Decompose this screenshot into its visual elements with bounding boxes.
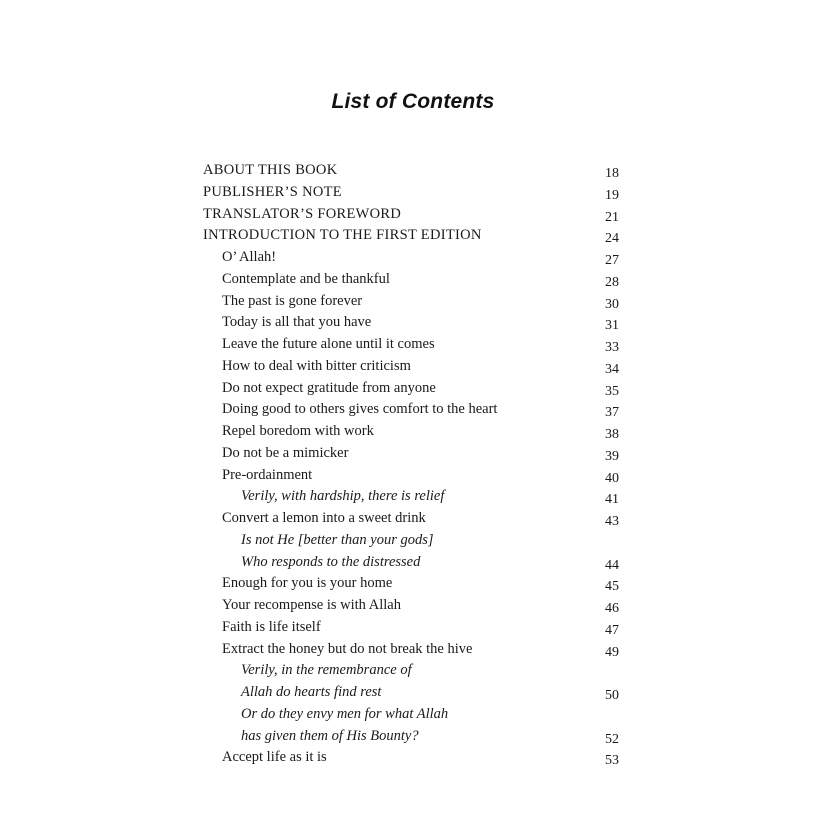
toc-entry-title: Leave the future alone until it comes xyxy=(222,336,435,352)
toc-entry xyxy=(203,747,623,769)
toc-entry-page-number: 38 xyxy=(605,427,619,442)
toc-entry xyxy=(203,573,623,595)
toc-entry-title: PUBLISHER’S NOTE xyxy=(203,183,342,200)
toc-entry-page-number: 49 xyxy=(605,644,619,660)
toc-entry xyxy=(203,247,623,269)
toc-entry xyxy=(203,291,623,313)
toc-entry-page-number: 28 xyxy=(605,274,619,290)
toc-entry xyxy=(203,530,623,552)
toc-entry xyxy=(203,269,623,291)
toc-entry-title: Extract the honey but do not break the hive xyxy=(222,640,473,657)
toc-entry xyxy=(203,465,623,487)
toc-entry-page-number: 39 xyxy=(605,448,619,464)
toc-entry-page-number: 52 xyxy=(605,731,619,747)
toc-entry-page-number: 47 xyxy=(605,622,619,638)
toc-entry-title: The past is gone forever xyxy=(222,292,363,309)
toc-entry-page-number: 40 xyxy=(605,470,619,486)
toc-entry-page-number: 18 xyxy=(605,166,619,181)
toc-entry xyxy=(203,704,623,726)
toc-entry-page-number: 30 xyxy=(605,296,619,312)
toc-entry-title: Faith is life itself xyxy=(222,618,321,635)
toc-entry-title: Do not expect gratitude from anyone xyxy=(222,379,436,396)
toc-entry xyxy=(203,595,623,617)
toc-entry-title: Accept life as it is xyxy=(222,749,327,766)
toc-entry xyxy=(203,639,623,661)
toc-entry xyxy=(203,508,623,530)
toc-entry xyxy=(203,617,623,639)
toc-entry-page-number: 24 xyxy=(605,231,619,247)
toc-entry-title: TRANSLATOR’S FOREWORD xyxy=(203,205,402,222)
toc-entry-title: Repel boredom with work xyxy=(222,423,374,439)
toc-entry-title: How to deal with bitter criticism xyxy=(222,357,411,374)
toc-entry-page-number: 45 xyxy=(605,579,619,595)
toc-entry-page-number: 53 xyxy=(605,753,619,769)
toc-entry-title: O’ Allah! xyxy=(222,249,277,265)
toc-entry-title: Your recompense is with Allah xyxy=(222,597,401,613)
toc-entry-title: Doing good to others gives comfort to the heart xyxy=(222,401,498,418)
toc-entry xyxy=(203,225,623,247)
toc-entry-title: Pre-ordainment xyxy=(222,466,313,483)
table-of-contents xyxy=(203,160,623,769)
toc-entry-page-number: 21 xyxy=(605,209,619,225)
toc-entry-title: Today is all that you have xyxy=(222,314,372,331)
toc-entry xyxy=(203,486,623,508)
toc-entry-page-number: 41 xyxy=(605,492,619,508)
toc-entry-title: Do not be a mimicker xyxy=(222,444,349,461)
toc-entry-title: ABOUT THIS BOOK xyxy=(203,162,338,178)
toc-entry-title: INTRODUCTION TO THE FIRST EDITION xyxy=(203,227,482,244)
toc-entry xyxy=(203,334,623,356)
toc-entry-title: Enough for you is your home xyxy=(222,575,393,592)
toc-entry-page-number: 50 xyxy=(605,688,619,703)
toc-entry-title: Convert a lemon into a sweet drink xyxy=(222,510,426,526)
toc-entry-page-number: 44 xyxy=(605,557,619,573)
toc-entry-page-number: 43 xyxy=(605,514,619,529)
toc-entry xyxy=(203,399,623,421)
toc-entry-title: Verily, with hardship, there is relief xyxy=(241,488,445,505)
toc-entry xyxy=(203,312,623,334)
toc-entry-page-number: 19 xyxy=(605,187,619,203)
toc-entry-title: Allah do hearts find rest xyxy=(241,684,382,700)
toc-entry-title: Who responds to the distressed xyxy=(241,553,421,570)
toc-entry-page-number: 27 xyxy=(605,253,619,268)
toc-entry xyxy=(203,378,623,400)
toc-entry xyxy=(203,660,623,682)
toc-entry xyxy=(203,160,623,182)
toc-entry-title: Verily, in the remembrance of xyxy=(241,662,412,679)
page-title: List of Contents xyxy=(331,90,495,113)
toc-entry xyxy=(203,726,623,748)
toc-entry xyxy=(203,182,623,204)
toc-entry-title: Contemplate and be thankful xyxy=(222,270,390,287)
toc-entry xyxy=(203,682,623,704)
toc-entry-title: Is not He [better than your gods] xyxy=(241,531,434,548)
toc-entry xyxy=(203,552,623,574)
toc-entry-title: has given them of His Bounty? xyxy=(241,727,419,744)
toc-entry-page-number: 46 xyxy=(605,601,619,616)
toc-entry-page-number: 31 xyxy=(605,318,619,334)
toc-entry-page-number: 37 xyxy=(605,405,619,421)
toc-entry xyxy=(203,356,623,378)
toc-entry-page-number: 34 xyxy=(605,361,619,377)
toc-entry xyxy=(203,443,623,465)
toc-entry-page-number: 35 xyxy=(605,383,619,399)
toc-entry xyxy=(203,204,623,226)
toc-entry-title: Or do they envy men for what Allah xyxy=(241,705,449,722)
toc-entry xyxy=(203,421,623,443)
toc-entry-page-number: 33 xyxy=(605,340,619,355)
